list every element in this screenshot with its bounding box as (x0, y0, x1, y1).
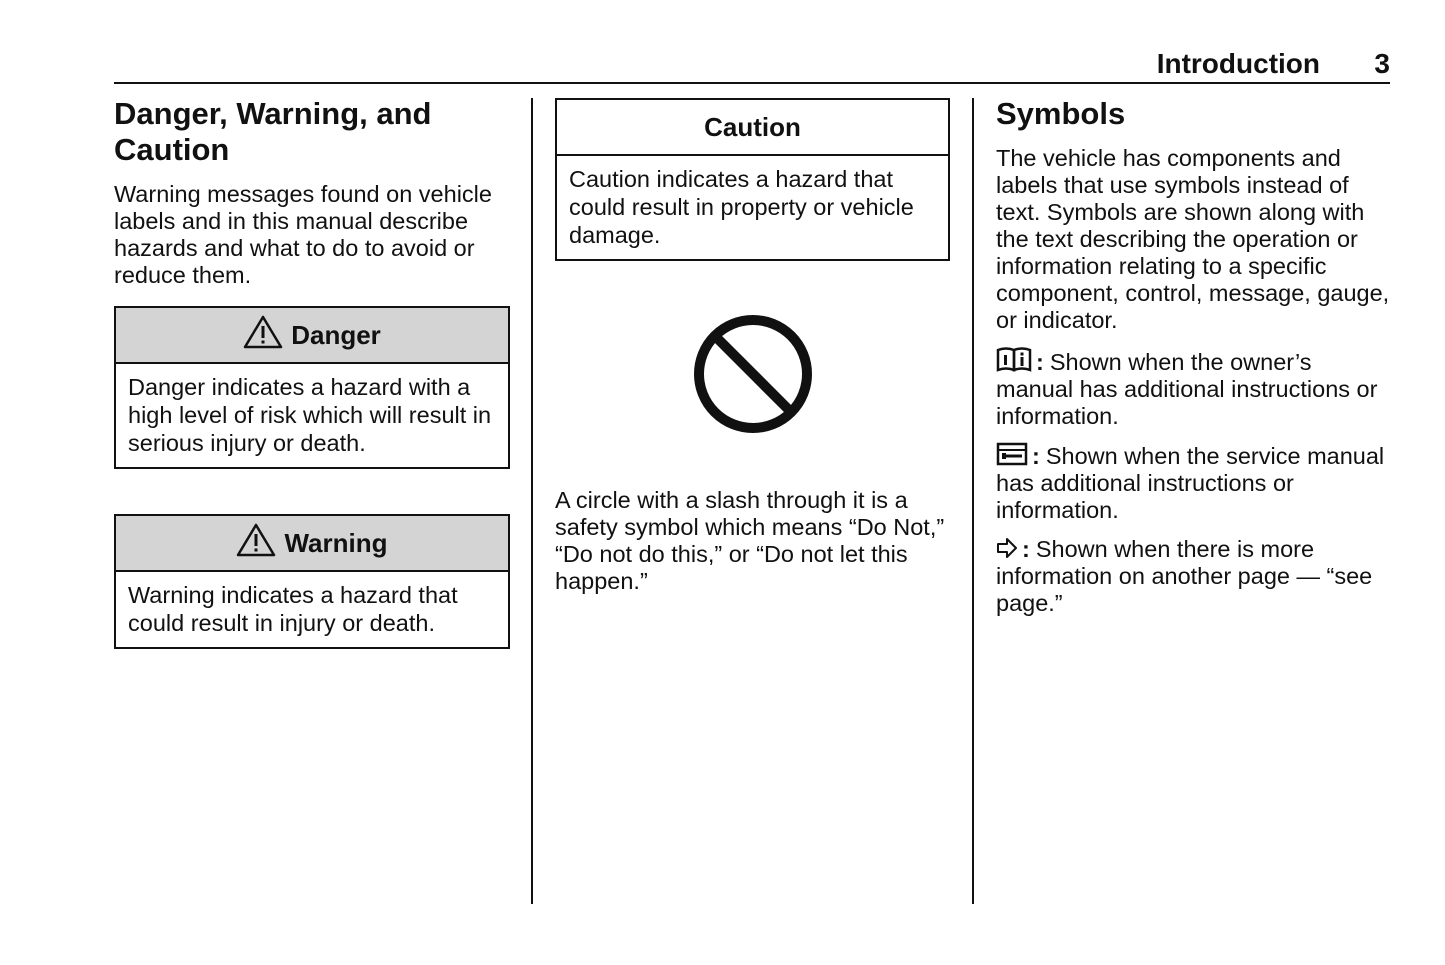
column-divider (972, 98, 974, 904)
section-heading: Danger, Warning, and Caution (114, 96, 432, 167)
left-column (114, 96, 510, 649)
symbol-colon: : (1036, 349, 1044, 375)
owners-manual-icon (996, 346, 1032, 372)
warning-header (116, 516, 508, 572)
danger-heading: Danger (291, 319, 381, 350)
warning-triangle-icon (236, 523, 276, 557)
symbol-colon: : (1032, 443, 1040, 469)
symbol-description: Shown when the owner’s manual has additional instructions or information. (996, 349, 1378, 429)
service-manual-icon (996, 442, 1028, 466)
symbol-description: Shown when the service manual has additional instructions or information. (996, 443, 1385, 523)
symbol-item-service-manual (996, 442, 1390, 524)
danger-text: Danger indicates a hazard with a high level of risk which will result in serious injury or death. (128, 374, 492, 456)
symbol-item-owners-manual (996, 346, 1390, 430)
middle-column (555, 96, 950, 595)
prohibition-symbol-area (555, 261, 950, 487)
symbol-item-see-page (996, 536, 1390, 617)
caution-box (555, 98, 950, 261)
warning-heading: Warning (284, 527, 388, 558)
caution-header (557, 100, 948, 156)
symbol-colon: : (1022, 536, 1030, 562)
column-divider (531, 98, 533, 904)
page-number: 3 (1374, 48, 1390, 79)
warning-triangle-icon (243, 315, 283, 349)
symbols-heading: Symbols (996, 96, 1126, 131)
right-column (996, 96, 1390, 617)
section-title: Introduction (1156, 48, 1320, 79)
prohibition-icon (691, 312, 815, 436)
intro-paragraph: Warning messages found on vehicle labels and in this manual describe hazards and what to do to avoid or reduce them. (114, 181, 492, 288)
warning-text: Warning indicates a hazard that could result in injury or death. (128, 582, 458, 636)
see-page-arrow-icon (996, 537, 1018, 559)
symbol-caption: A circle with a slash through it is a safety symbol which means “Do Not,” “Do not do this,” or “Do not let this happen.” (555, 487, 945, 594)
caution-heading: Caution (704, 111, 801, 142)
danger-box (114, 306, 510, 469)
danger-header (116, 308, 508, 364)
page-header (114, 46, 1390, 84)
symbol-description: Shown when there is more information on another page — “see page.” (996, 536, 1373, 616)
warning-box (114, 514, 510, 649)
caution-text: Caution indicates a hazard that could result in property or vehicle damage. (569, 166, 914, 248)
symbols-intro: The vehicle has components and labels that use symbols instead of text. Symbols are shown along with the text describing the operation or information relating to a specific component, control, message, gauge, or indicator. (996, 145, 1390, 333)
